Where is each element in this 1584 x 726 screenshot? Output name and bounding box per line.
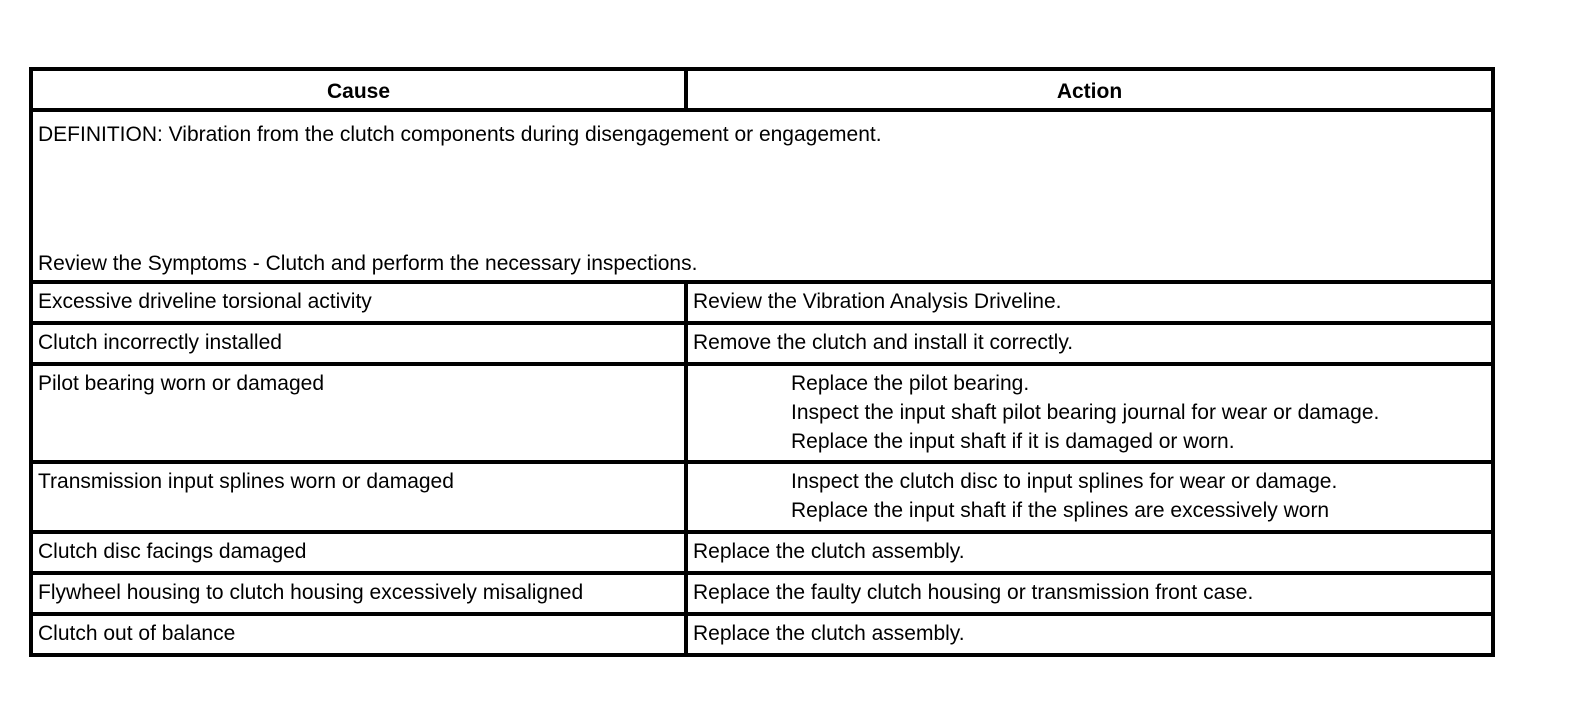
action-cell [686,282,1493,323]
action-line: Replace the clutch assembly. [693,540,965,563]
cause-cell: Transmission input splines worn or damaged [31,462,686,532]
cause-cell: Clutch out of balance [31,614,686,655]
action-line: Remove the clutch and install it correctly. [693,331,1074,354]
action-line: Replace the pilot bearing. [791,372,1030,395]
cause-cell: Pilot bearing worn or damaged [31,364,686,462]
action-line: Review the Vibration Analysis Driveline. [693,290,1062,313]
cause-cell: Clutch incorrectly installed [31,323,686,364]
action-cell [686,323,1493,364]
action-line: Replace the input shaft if the splines are excessively worn [791,499,1330,522]
action-line: Inspect the clutch disc to input splines for wear or damage. [791,470,1338,493]
action-cell [686,462,1493,532]
cause-header: Cause [31,69,686,110]
action-header: Action [686,69,1493,110]
action-line: Inspect the input shaft pilot bearing journal for wear or damage. [791,401,1380,424]
cause-cell: Excessive driveline torsional activity [31,282,686,323]
diagnostic-table [29,67,1495,657]
table-row [31,364,1493,462]
action-line: Replace the faulty clutch housing or transmission front case. [693,581,1254,604]
header-row [31,69,1493,110]
definition-cell [31,110,1493,282]
table-row [31,323,1493,364]
cause-cell: Clutch disc facings damaged [31,532,686,573]
cause-cell: Flywheel housing to clutch housing excessively misaligned [31,573,686,614]
table-row [31,532,1493,573]
definition-row [31,110,1493,282]
review-text: Review the Symptoms - Clutch and perform the necessary inspections. [38,252,698,275]
action-line: Replace the clutch assembly. [693,622,965,645]
action-line: Replace the input shaft if it is damaged or worn. [791,430,1235,453]
definition-text: DEFINITION: Vibration from the clutch components during disengagement or engagement. [38,123,882,146]
action-cell [686,614,1493,655]
action-cell [686,532,1493,573]
table-row [31,573,1493,614]
action-cell [686,364,1493,462]
table-row [31,282,1493,323]
table-row [31,614,1493,655]
table-row [31,462,1493,532]
action-cell [686,573,1493,614]
